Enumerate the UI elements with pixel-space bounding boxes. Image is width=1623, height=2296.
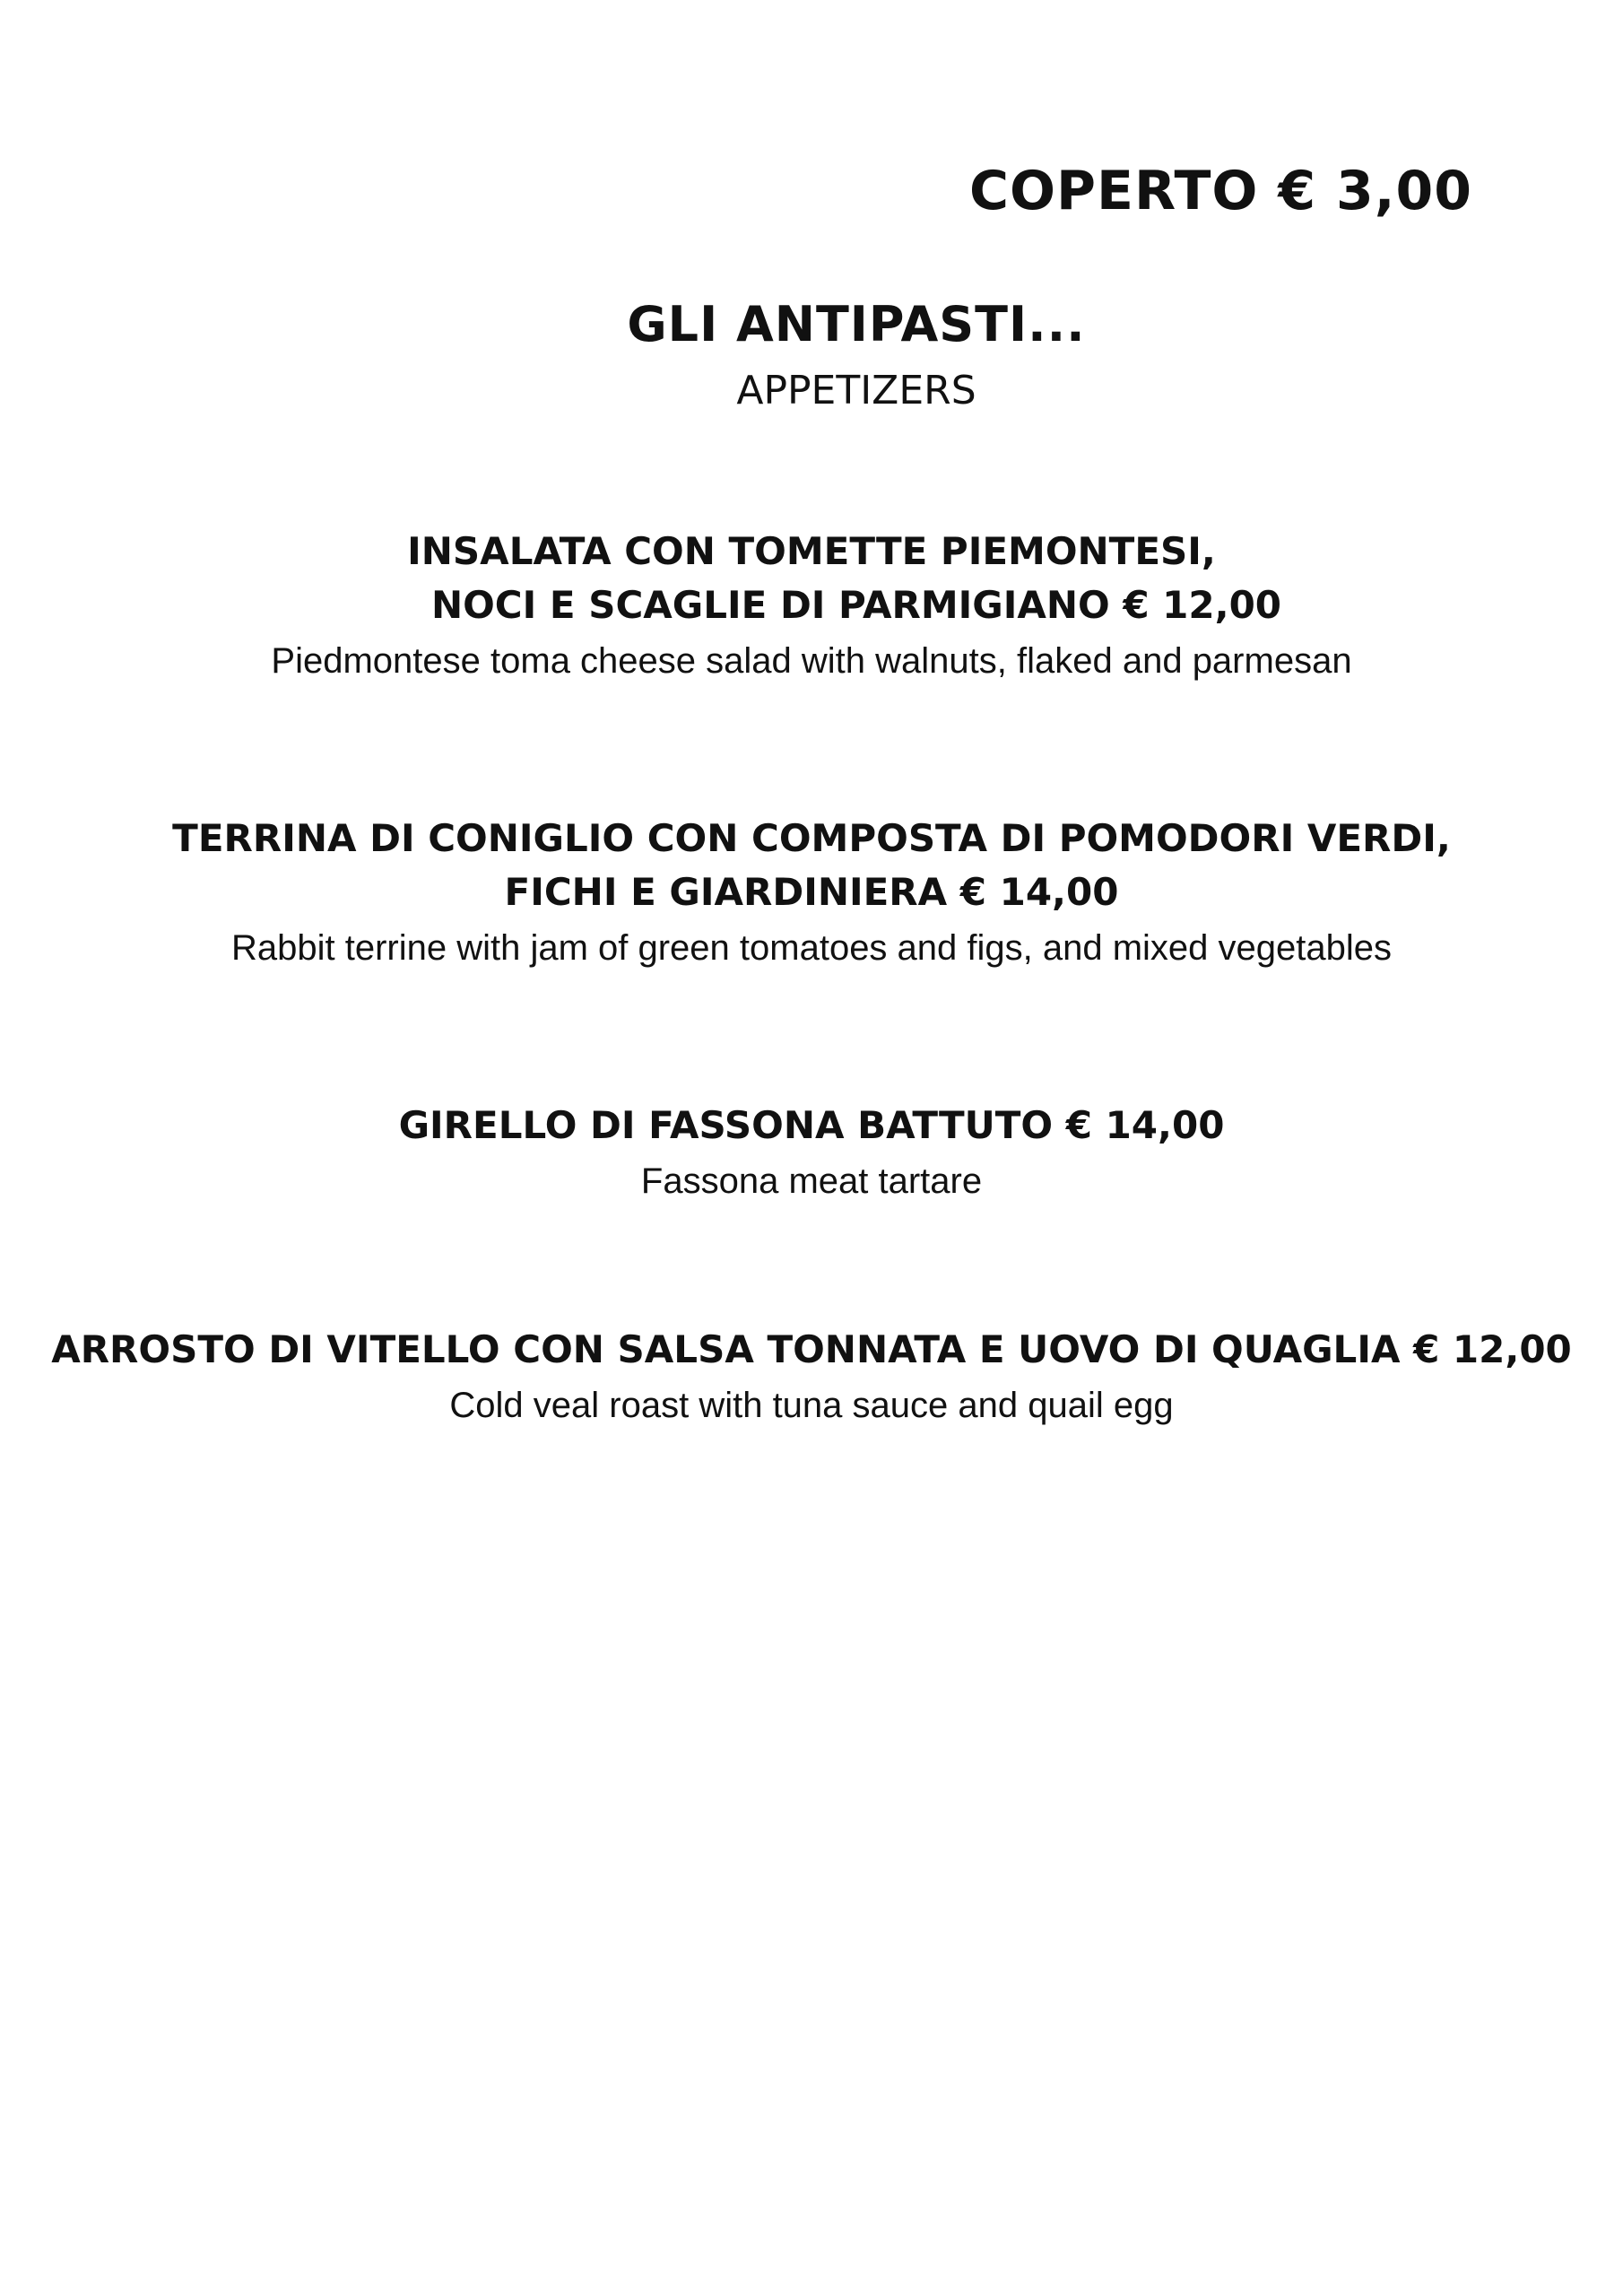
- section-subtitle: APPETIZERS: [736, 368, 976, 413]
- dish-name-line1: TERRINA DI CONIGLIO CON COMPOSTA DI POMODORI VERDI,: [172, 816, 1451, 860]
- dish-name: GIRELLO DI FASSONA BATTUTO € 14,00: [398, 1103, 1225, 1147]
- dish-description: Fassona meat tartare: [640, 1161, 983, 1201]
- dish-description: Cold veal roast with tuna sauce and quail egg: [449, 1386, 1174, 1425]
- dish-name-line2: FICHI E GIARDINIERA € 14,00: [504, 870, 1119, 914]
- dish-description: Rabbit terrine with jam of green tomatoes and figs, and mixed vegetables: [230, 928, 1393, 968]
- section-title: GLI ANTIPASTI...: [627, 296, 1086, 352]
- dish-name-line2: NOCI E SCAGLIE DI PARMIGIANO € 12,00: [430, 583, 1282, 627]
- dish-name: ARROSTO DI VITELLO CON SALSA TONNATA E UOVO DI QUAGLIA € 12,00: [51, 1327, 1572, 1371]
- menu-item: [0, 525, 1623, 686]
- menu-item: [0, 812, 1623, 973]
- menu-item: [0, 1099, 1623, 1206]
- dish-description: Piedmontese toma cheese salad with walnuts, flaked and parmesan: [271, 641, 1352, 681]
- menu-item: [0, 1323, 1623, 1431]
- cover-charge: COPERTO € 3,00: [968, 160, 1472, 222]
- dish-name-line1: INSALATA CON TOMETTE PIEMONTESI,: [407, 529, 1216, 573]
